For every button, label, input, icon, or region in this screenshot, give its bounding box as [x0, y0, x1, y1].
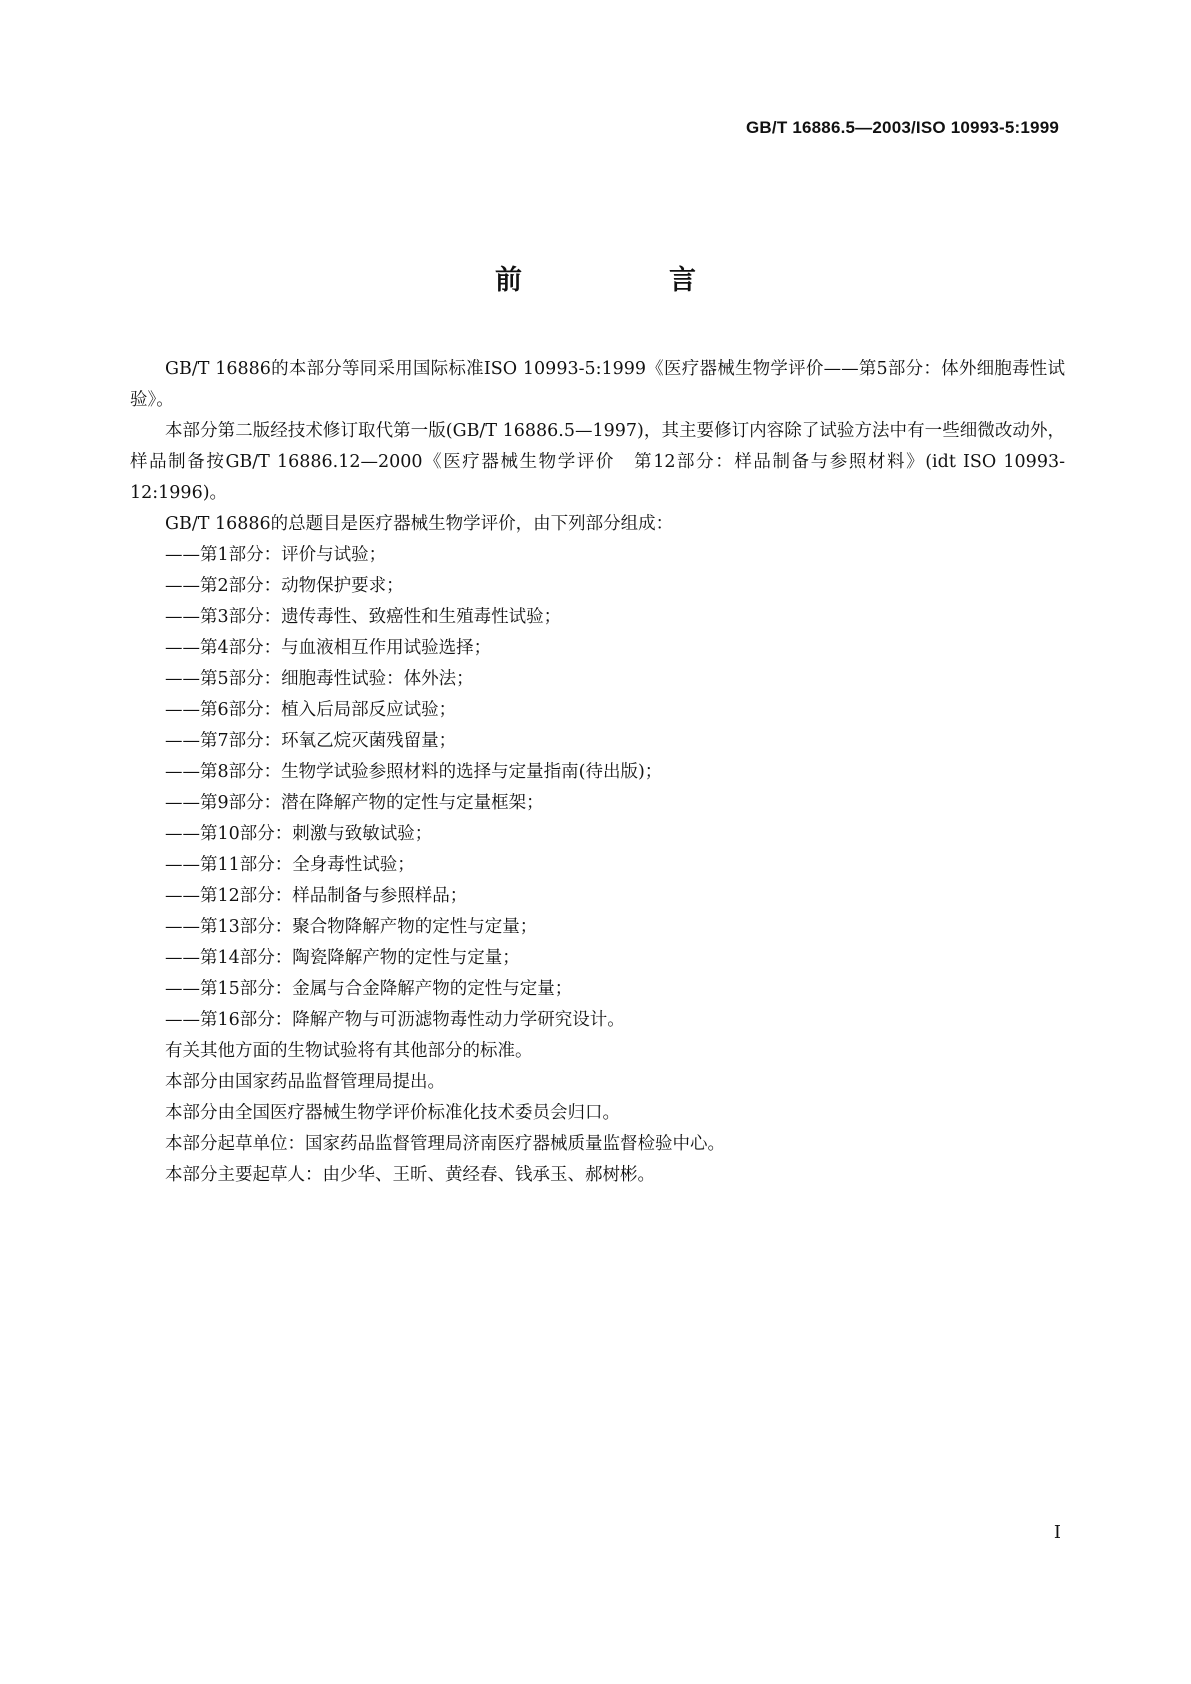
page-title: 前 言	[495, 265, 756, 296]
closing-paragraph-committee: 本部分由全国医疗器械生物学评价标准化技术委员会归口。	[165, 1103, 620, 1123]
closing-paragraph-proposer: 本部分由国家药品监督管理局提出。	[165, 1072, 445, 1092]
parts-list-item: ——第3部分：遗传毒性、致癌性和生殖毒性试验；	[165, 607, 562, 627]
parts-list-item: ——第1部分：评价与试验；	[165, 545, 387, 565]
parts-list-item: ——第13部分：聚合物降解产物的定性与定量；	[165, 917, 538, 937]
parts-list-item: ——第10部分：刺激与致敏试验；	[165, 824, 433, 844]
parts-list-item: ——第6部分：植入后局部反应试验；	[165, 700, 457, 720]
parts-list-item: ——第15部分：金属与合金降解产物的定性与定量；	[165, 979, 573, 999]
parts-list-item: ——第8部分：生物学试验参照材料的选择与定量指南(待出版)；	[165, 762, 663, 782]
intro-paragraph-revision: 本部分第二版经技术修订取代第一版(GB/T 16886.5—1997)，其主要修订内容除了试验方法中有一些细微改动外，样品制备按GB/T 16886.12—2000《医疗器械生物学评价 第12部分：样品制备与参照材料》(idt ISO 10993-12:1996)。	[130, 421, 1065, 503]
parts-list-item: ——第12部分：样品制备与参照样品；	[165, 886, 468, 906]
parts-list-item: ——第2部分：动物保护要求；	[165, 576, 404, 596]
parts-list-item: ——第11部分：全身毒性试验；	[165, 855, 415, 875]
parts-list-item: ——第9部分：潜在降解产物的定性与定量框架；	[165, 793, 544, 813]
intro-paragraph-adoption: GB/T 16886的本部分等同采用国际标准ISO 10993-5:1999《医疗器械生物学评价——第5部分：体外细胞毒性试验》。	[130, 359, 1065, 410]
page-number: I	[1053, 1522, 1061, 1543]
parts-list-item: ——第7部分：环氧乙烷灭菌残留量；	[165, 731, 457, 751]
standard-code-header: GB/T 16886.5—2003/ISO 10993-5:1999	[746, 118, 1059, 137]
parts-list-item: ——第5部分：细胞毒性试验：体外法；	[165, 669, 474, 689]
parts-list-item: ——第4部分：与血液相互作用试验选择；	[165, 638, 492, 658]
parts-list-item: ——第14部分：陶瓷降解产物的定性与定量；	[165, 948, 520, 968]
intro-paragraph-parts-heading: GB/T 16886的总题目是医疗器械生物学评价，由下列部分组成：	[165, 514, 674, 534]
closing-paragraph-drafters: 本部分主要起草人：由少华、王昕、黄经春、钱承玉、郝树彬。	[165, 1165, 655, 1185]
document-body	[130, 354, 1065, 1191]
closing-paragraph-other-tests: 有关其他方面的生物试验将有其他部分的标准。	[165, 1041, 533, 1061]
parts-list-item: ——第16部分：降解产物与可沥滤物毒性动力学研究设计。	[165, 1010, 625, 1030]
parts-list	[130, 540, 1065, 1036]
closing-paragraph-drafting-unit: 本部分起草单位：国家药品监督管理局济南医疗器械质量监督检验中心。	[165, 1134, 725, 1154]
